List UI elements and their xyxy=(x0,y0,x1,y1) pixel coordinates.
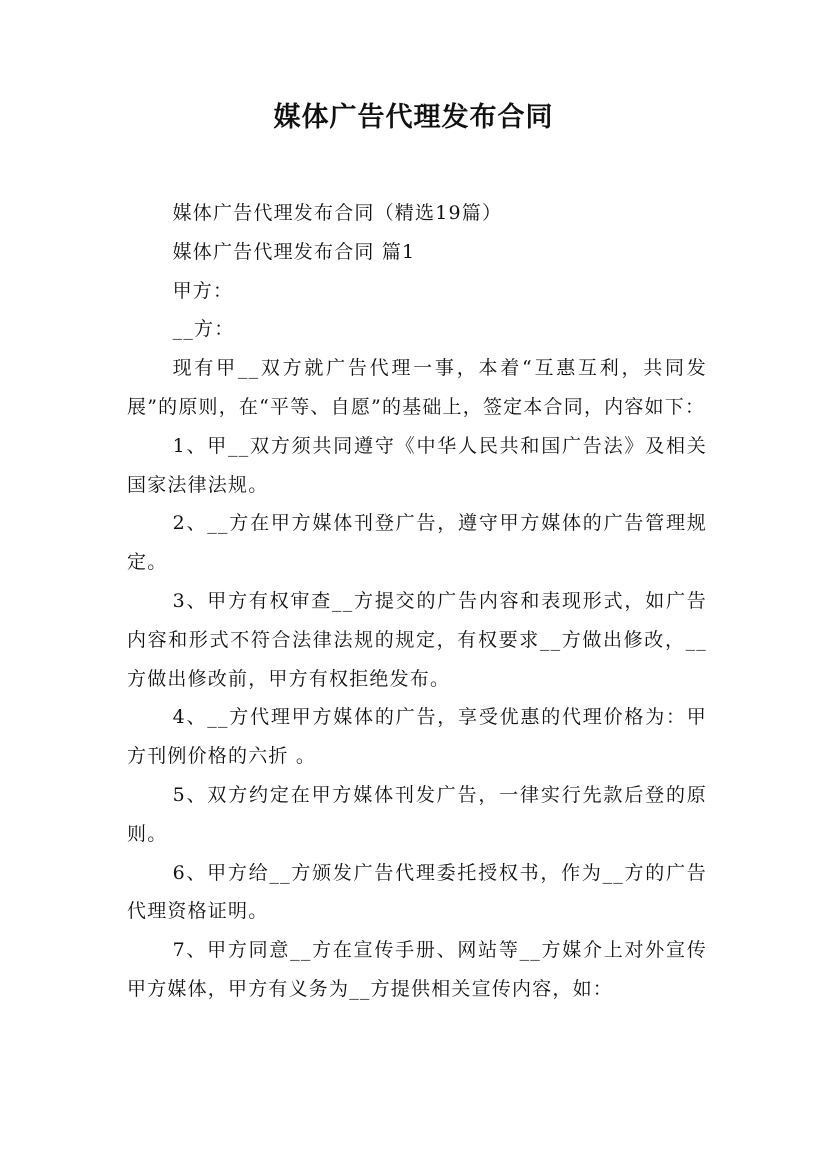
paragraph-party-a: 甲方： xyxy=(172,279,234,302)
paragraph-preamble: 现有甲__双方就广告代理一事，本着“互惠互利，共同发展”的原则，在“平等、自愿”的基础上，签定本合同，内容如下： xyxy=(127,357,707,418)
paragraph-subtitle: 媒体广告代理发布合同（精选19篇） xyxy=(172,202,503,224)
paragraph-clause-4: 4、__方代理甲方媒体的广告，享受优惠的代理价格为：甲方刊例价格的六折 。 xyxy=(127,706,707,768)
paragraph-clause-1: 1、甲__双方须共同遵守《中华人民共和国广告法》及相关国家法律法规。 xyxy=(127,434,707,496)
paragraph-party-b: __方： xyxy=(172,318,235,341)
paragraph-clause-5: 5、双方约定在甲方媒体刊发广告，一律实行先款后登的原则。 xyxy=(127,783,707,845)
paragraph-section-heading: 媒体广告代理发布合同 篇1 xyxy=(172,240,416,263)
document-title: 媒体广告代理发布合同 xyxy=(273,102,554,133)
document-body xyxy=(127,194,707,1009)
paragraph-clause-7: 7、甲方同意__方在宣传手册、网站等__方媒介上对外宣传甲方媒体，甲方有义务为__方提供相关宣传内容，如： xyxy=(127,939,707,1000)
paragraph-clause-2: 2、__方在甲方媒体刊登广告，遵守甲方媒体的广告管理规定。 xyxy=(127,512,707,574)
paragraph-clause-6: 6、甲方给__方颁发广告代理委托授权书，作为__方的广告代理资格证明。 xyxy=(127,861,707,923)
paragraph-clause-3: 3、甲方有权审查__方提交的广告内容和表现形式，如广告内容和形式不符合法律法规的规定，有权要求__方做出修改，__方做出修改前，甲方有权拒绝发布。 xyxy=(127,589,707,690)
